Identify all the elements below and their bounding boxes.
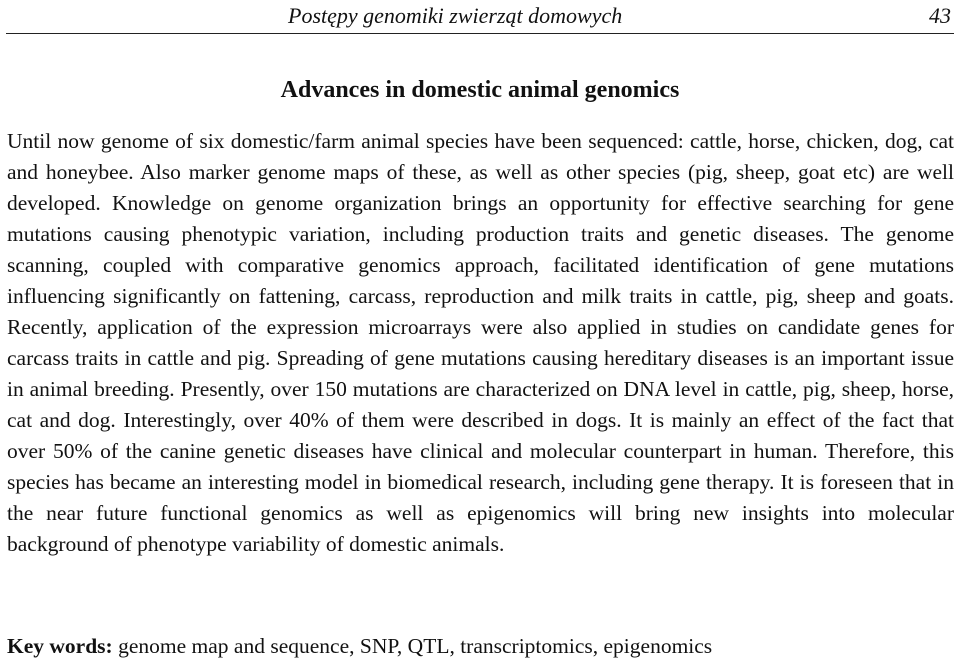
running-header [6, 0, 954, 34]
abstract-paragraph: Until now genome of six domestic/farm animal species have been sequenced: cattle, horse, chicken, dog, cat and honeybee. Also marker genome maps of these, as well as other species (pig, sheep, goat etc) are well developed. Knowledge on genome organization brings an opportunity for effective searching for gene mutations causing phenotypic variation, including production traits and genetic diseases. The genome scanning, coupled with comparative genomics approach, facilitated identification of gene mutations influencing significantly on fattening, carcass, reproduction and milk traits in cattle, pig, sheep and goats. Recently, application of the expression microarrays were also applied in studies on candidate genes for carcass traits in cattle and pig. Spreading of gene mutations causing hereditary diseases is an important issue in animal breeding. Presently, over 150 mutations are characterized on DNA level in cattle, pig, sheep, horse, cat and dog. Interestingly, over 40% of them were described in dogs. It is mainly an effect of the fact that over 50% of the canine genetic diseases have clinical and molecular counterpart in human. Therefore, this species has became an interesting model in biomedical research, including gene therapy. It is foreseen that in the near future functional genomics as well as epigenomics will bring new insights into molecular background of phenotype variability of domestic animals. [7, 129, 954, 556]
article-title: Advances in domestic animal genomics [280, 77, 680, 103]
page-number: 43 [929, 3, 951, 28]
keywords-label: Key words: [7, 634, 113, 658]
keywords-line [7, 631, 954, 662]
running-title: Postępy genomiki zwierząt domowych [288, 3, 623, 28]
keywords-text: genome map and sequence, SNP, QTL, transcriptomics, epigenomics [118, 634, 713, 658]
